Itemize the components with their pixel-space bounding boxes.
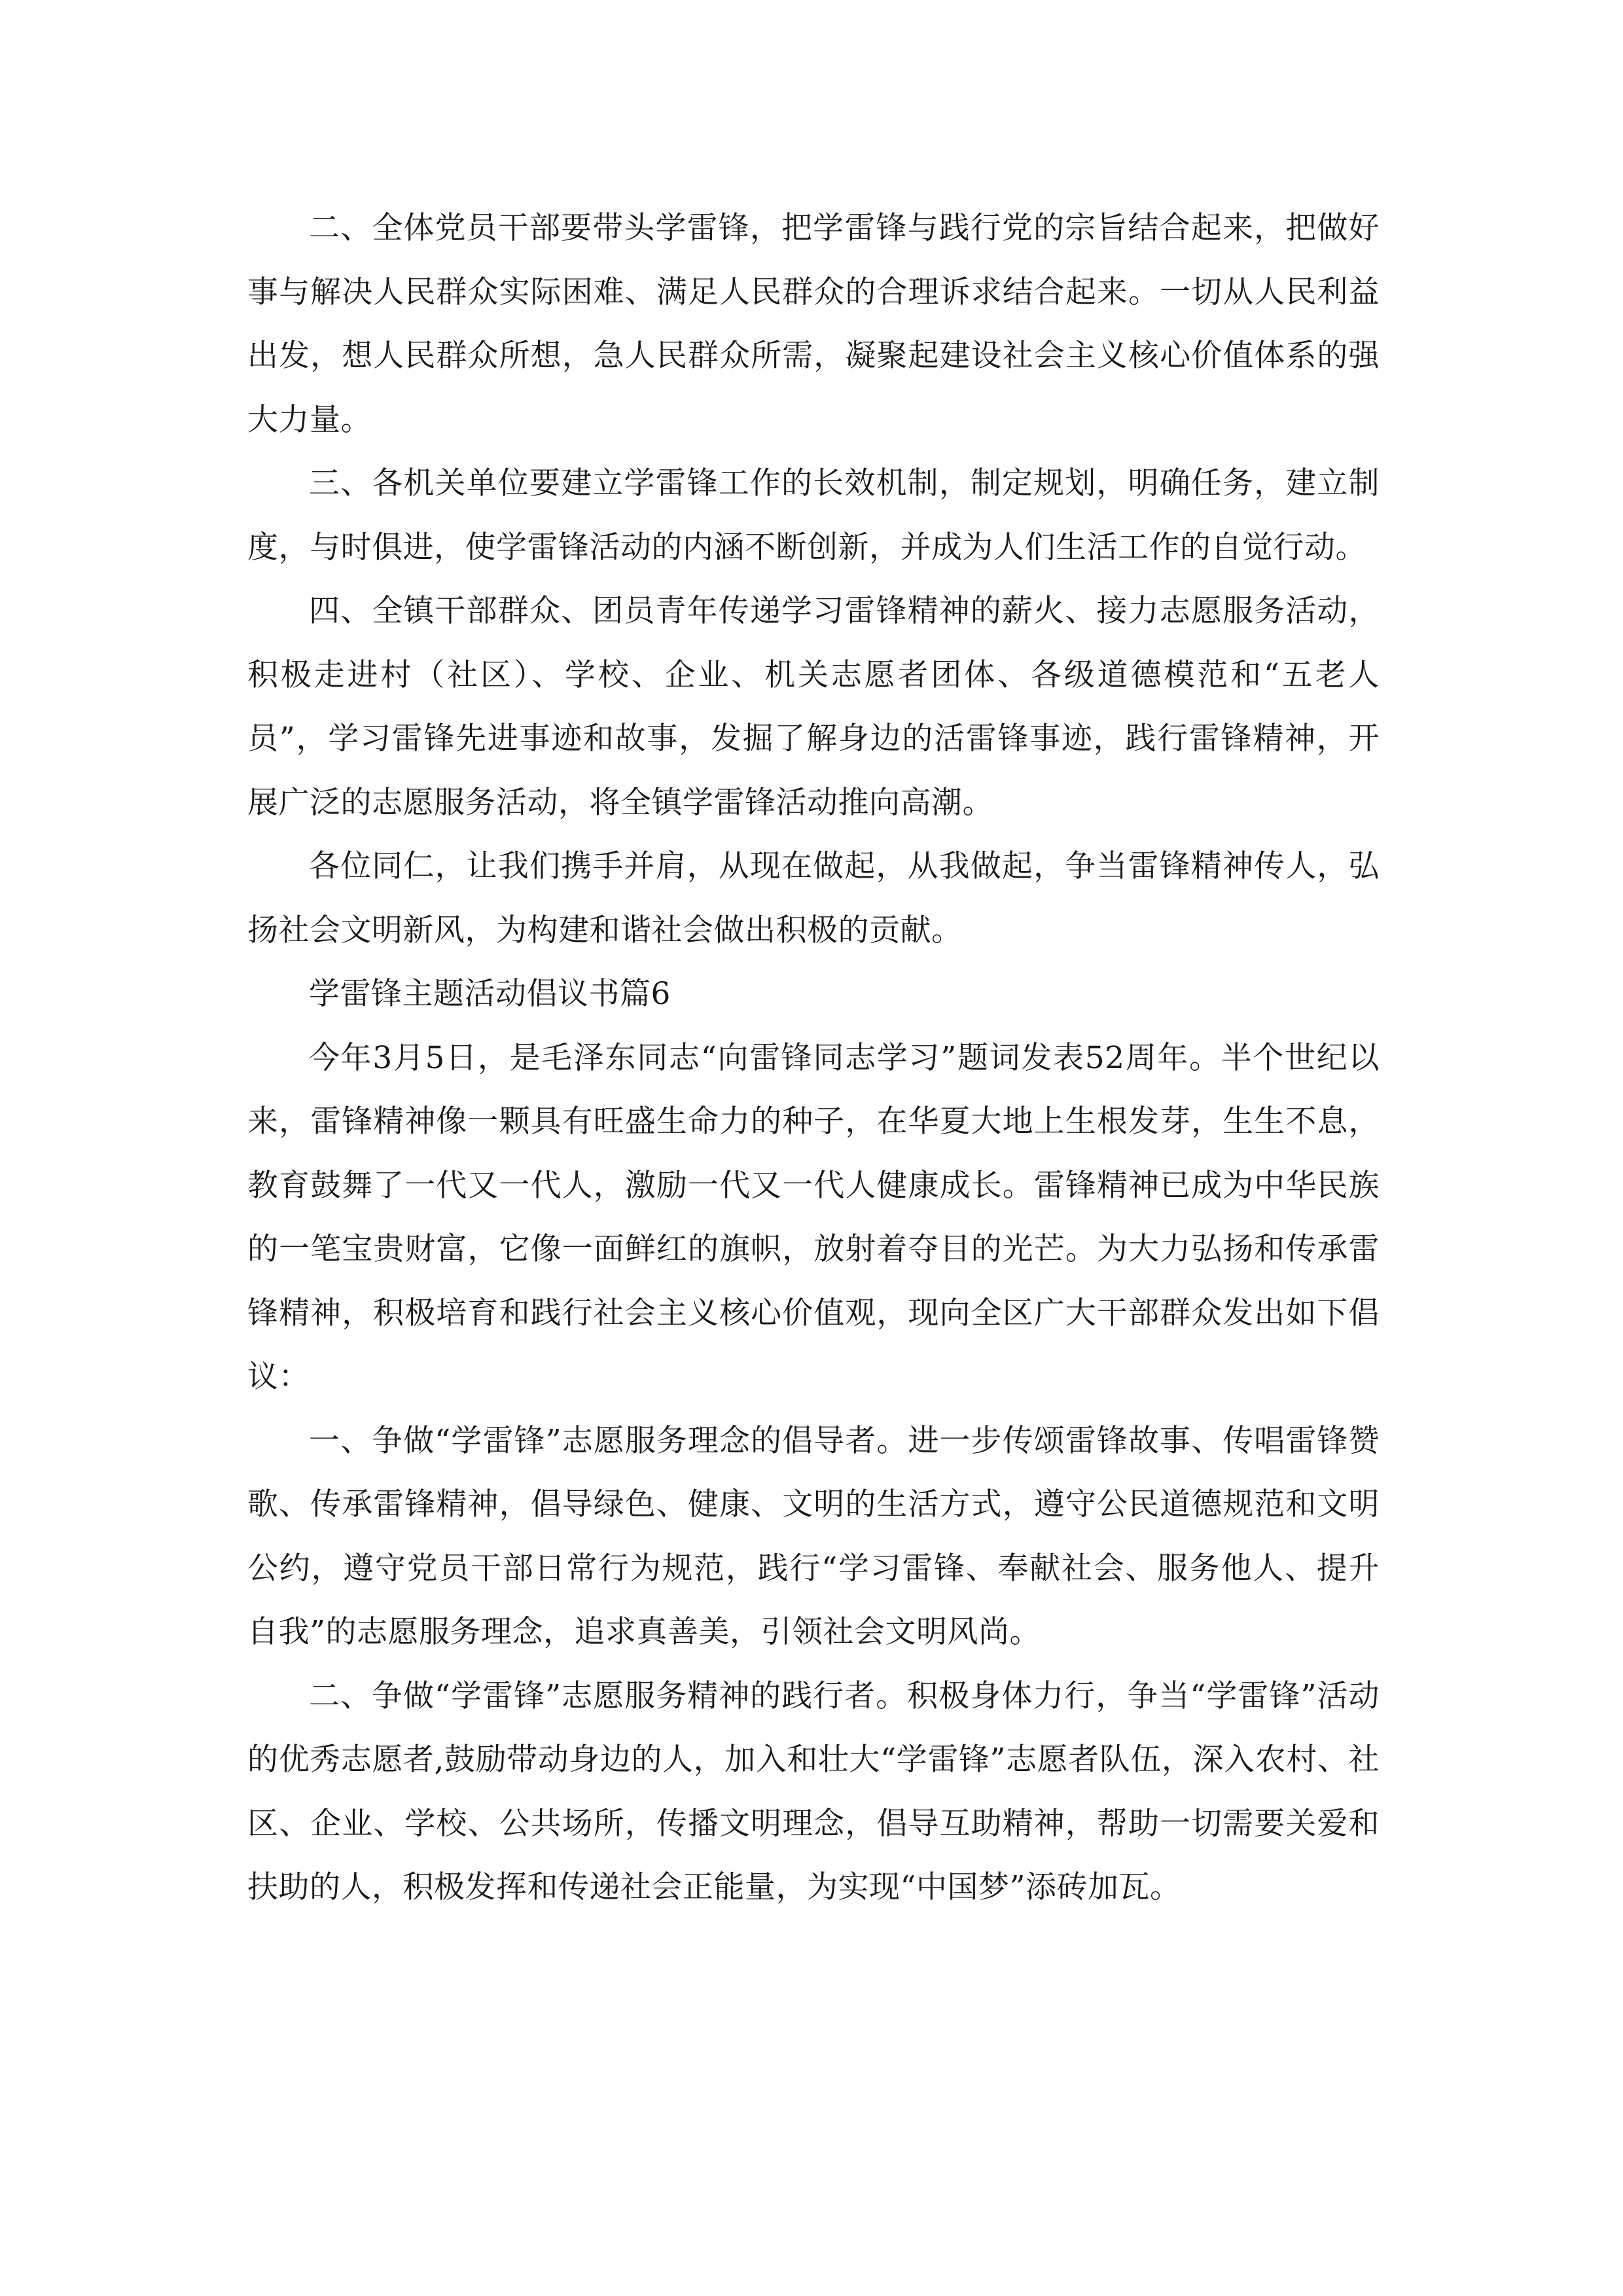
section-item-2: 二、争做“学雷锋”志愿服务精神的践行者。积极身体力行，争当“学雷锋”活动的优秀志愿者,鼓励带动身边的人，加入和壮大“学雷锋”志愿者队伍，深入农村、社区、企业、学校、公共场所，传播文明理念，倡导互助精神，帮助一切需要关爱和扶助的人，积极发挥和传递社会正能量，为实现“中国梦”添砖加瓦。 <box>247 1677 1380 1905</box>
paragraph-item-2: 二、全体党员干部要带头学雷锋，把学雷锋与践行党的宗旨结合起来，把做好事与解决人民群众实际困难、满足人民群众的合理诉求结合起来。一切从人民利益出发，想人民群众所想，急人民群众所需，凝聚起建设社会主义核心价值体系的强大力量。 <box>247 210 1380 438</box>
section-intro-paragraph: 今年3月5日，是毛泽东同志“向雷锋同志学习”题词发表52周年。半个世纪以来，雷锋精神像一颗具有旺盛生命力的种子，在华夏大地上生根发芽，生生不息，教育鼓舞了一代又一代人，激励一代又一代人健康成长。雷锋精神已成为中华民族的一笔宝贵财富，它像一面鲜红的旗帜，放射着夺目的光芒。为大力弘扬和传承雷锋精神，积极培育和践行社会主义核心价值观，现向全区广大干部群众发出如下倡议： <box>247 1039 1380 1395</box>
paragraph-closing: 各位同仁，让我们携手并肩，从现在做起，从我做起，争当雷锋精神传人，弘扬社会文明新风，为构建和谐社会做出积极的贡献。 <box>247 848 1380 948</box>
paragraph-item-3: 三、各机关单位要建立学雷锋工作的长效机制，制定规划，明确任务，建立制度，与时俱进，使学雷锋活动的内涵不断创新，并成为人们生活工作的自觉行动。 <box>247 465 1380 565</box>
document-page <box>247 196 1380 1920</box>
section-title: 学雷锋主题活动倡议书篇6 <box>309 976 671 1012</box>
section-item-1: 一、争做“学雷锋”志愿服务理念的倡导者。进一步传颂雷锋故事、传唱雷锋赞歌、传承雷锋精神，倡导绿色、健康、文明的生活方式，遵守公民道德规范和文明公约，遵守党员干部日常行为规范，践行“学习雷锋、奉献社会、服务他人、提升自我”的志愿服务理念，追求真善美，引领社会文明风尚。 <box>247 1422 1380 1650</box>
paragraph-item-4: 四、全镇干部群众、团员青年传递学习雷锋精神的薪火、接力志愿服务活动，积极走进村（社区）、学校、企业、机关志愿者团体、各级道德模范和“五老人员”，学习雷锋先进事迹和故事，发掘了解身边的活雷锋事迹，践行雷锋精神，开展广泛的志愿服务活动，将全镇学雷锋活动推向高潮。 <box>247 593 1380 821</box>
